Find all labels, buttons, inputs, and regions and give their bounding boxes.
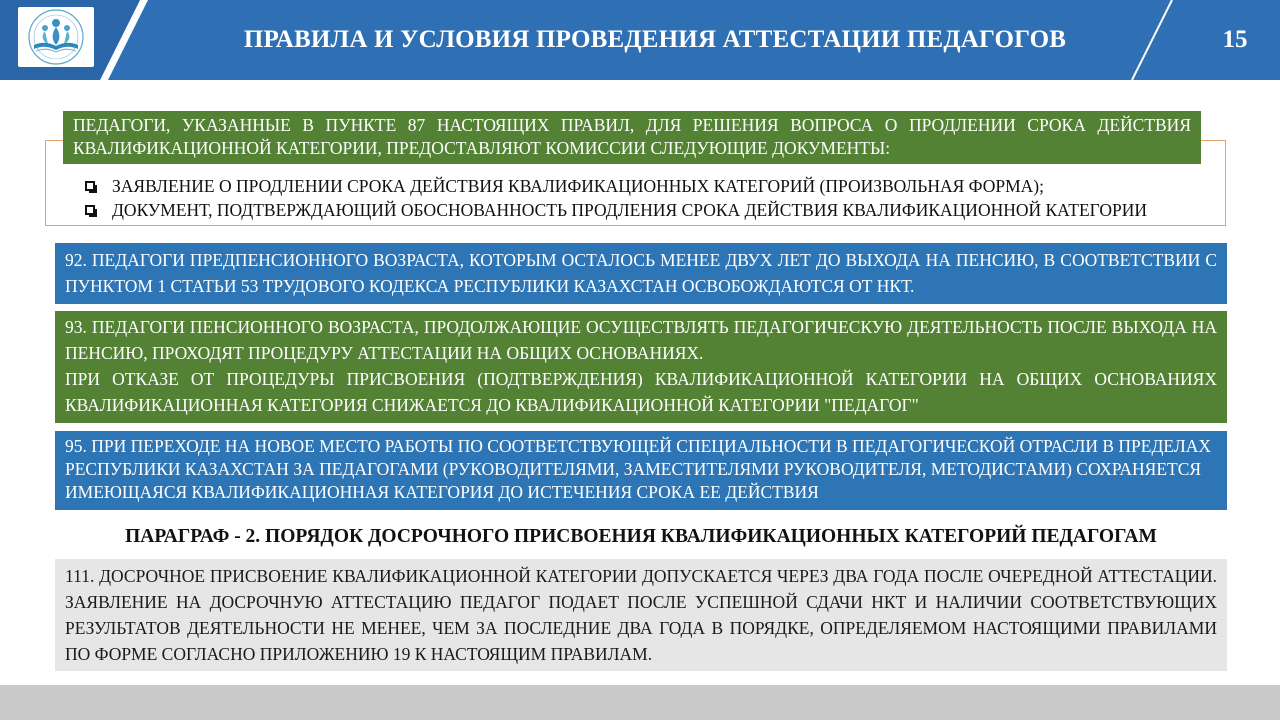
rule-111-text: 111. ДОСРОЧНОЕ ПРИСВОЕНИЕ КВАЛИФИКАЦИОННОЙ КАТЕГОРИИ ДОПУСКАЕТСЯ ЧЕРЕЗ ДВА ГОДА ПОСЛЕ ОЧЕРЕДНОЙ АТТЕСТАЦИИ. ЗАЯВЛЕНИЕ НА ДОСРОЧНУЮ АТТЕСТАЦИЮ ПЕДАГОГ ПОДАЕТ ПОСЛЕ УСПЕШНОЙ СДАЧИ НКТ И НАЛИЧИИ СООТВЕТСТВУЮЩИХ РЕЗУЛЬТАТОВ ДЕЯТЕЛЬНОСТИ НЕ МЕНЕЕ, ЧЕМ ЗА ПОСЛЕДНИЕ ДВА ГОДА В ПОРЯДКЕ, ОПРЕДЕЛЯЕМОМ НАСТОЯЩИМИ ПРАВИЛАМИ ПО ФОРМЕ СОГЛАСНО ПРИЛОЖЕНИЮ 19 К НАСТОЯЩИМ ПРАВИЛАМ. <box>65 566 1217 664</box>
slide-footer-bar <box>0 685 1280 720</box>
slide-title: ПРАВИЛА И УСЛОВИЯ ПРОВЕДЕНИЯ АТТЕСТАЦИИ ПЕДАГОГОВ <box>243 26 1067 53</box>
rule-111-box <box>55 559 1227 671</box>
list-item-text: ЗАЯВЛЕНИЕ О ПРОДЛЕНИИ СРОКА ДЕЙСТВИЯ КВАЛИФИКАЦИОННЫХ КАТЕГОРИЙ (ПРОИЗВОЛЬНАЯ ФОРМА); <box>112 175 1044 196</box>
rule-93-box <box>55 311 1227 423</box>
checkbox-bullet-icon <box>85 181 95 191</box>
paragraph-2-title: ПАРАГРАФ - 2. ПОРЯДОК ДОСРОЧНОГО ПРИСВОЕНИЯ КВАЛИФИКАЦИОННЫХ КАТЕГОРИЙ ПЕДАГОГАМ <box>125 526 1157 547</box>
slide-header <box>0 0 1280 80</box>
rule-92-box <box>55 243 1227 304</box>
list-item <box>82 174 1212 198</box>
rule-93-text-part2: ПРИ ОТКАЗЕ ОТ ПРОЦЕДУРЫ ПРИСВОЕНИЯ (ПОДТВЕРЖДЕНИЯ) КВАЛИФИКАЦИОННОЙ КАТЕГОРИИ НА ОБЩИХ ОСНОВАНИЯХ КВАЛИФИКАЦИОННАЯ КАТЕГОРИЯ СНИЖАЕТСЯ ДО КВАЛИФИКАЦИОННОЙ КАТЕГОРИИ "ПЕДАГОГ" <box>65 369 1217 415</box>
documents-heading: ПЕДАГОГИ, УКАЗАННЫЕ В ПУНКТЕ 87 НАСТОЯЩИХ ПРАВИЛ, ДЛЯ РЕШЕНИЯ ВОПРОСА О ПРОДЛЕНИИ СРОКА ДЕЙСТВИЯ КВАЛИФИКАЦИОННОЙ КАТЕГОРИИ, ПРЕДОСТАВЛЯЮТ КОМИССИИ СЛЕДУЮЩИЕ ДОКУМЕНТЫ: <box>73 115 1191 158</box>
page-number: 15 <box>1222 26 1248 53</box>
list-item-text: ДОКУМЕНТ, ПОДТВЕРЖДАЮЩИЙ ОБОСНОВАННОСТЬ ПРОДЛЕНИЯ СРОКА ДЕЙСТВИЯ КВАЛИФИКАЦИОННОЙ КАТЕГОРИИ <box>112 199 1147 220</box>
open-book-people-logo-icon <box>18 7 94 67</box>
list-item <box>82 198 1212 222</box>
rule-92-text: 92. ПЕДАГОГИ ПРЕДПЕНСИОННОГО ВОЗРАСТА, КОТОРЫМ ОСТАЛОСЬ МЕНЕЕ ДВУХ ЛЕТ ДО ВЫХОДА НА ПЕНСИЮ, В СООТВЕТСТВИИ С ПУНКТОМ 1 СТАТЬИ 53 ТРУДОВОГО КОДЕКСА РЕСПУБЛИКИ КАЗАХСТАН ОСВОБОЖДАЮТСЯ ОТ НКТ. <box>65 250 1217 296</box>
documents-heading-box <box>63 111 1201 164</box>
rule-93-text-part1: 93. ПЕДАГОГИ ПЕНСИОННОГО ВОЗРАСТА, ПРОДОЛЖАЮЩИЕ ОСУЩЕСТВЛЯТЬ ПЕДАГОГИЧЕСКУЮ ДЕЯТЕЛЬНОСТЬ ПОСЛЕ ВЫХОДА НА ПЕНСИЮ, ПРОХОДЯТ ПРОЦЕДУРУ АТТЕСТАЦИИ НА ОБЩИХ ОСНОВАНИЯХ. <box>65 317 1217 363</box>
rule-95-text: 95. ПРИ ПЕРЕХОДЕ НА НОВОЕ МЕСТО РАБОТЫ ПО СООТВЕТСТВУЮЩЕЙ СПЕЦИАЛЬНОСТИ В ПЕДАГОГИЧЕСКОЙ ОТРАСЛИ В ПРЕДЕЛАХ РЕСПУБЛИКИ КАЗАХСТАН ЗА ПЕДАГОГАМИ (РУКОВОДИТЕЛЯМИ, ЗАМЕСТИТЕЛЯМИ РУКОВОДИТЕЛЯ, МЕТОДИСТАМИ) СОХРАНЯЕТСЯ ИМЕЮЩАЯСЯ КВАЛИФИКАЦИОННАЯ КАТЕГОРИЯ ДО ИСТЕЧЕНИЯ СРОКА ЕЕ ДЕЙСТВИЯ <box>65 436 1212 502</box>
checkbox-bullet-icon <box>85 205 95 215</box>
rule-95-box <box>55 431 1227 510</box>
documents-checklist <box>82 174 1212 222</box>
